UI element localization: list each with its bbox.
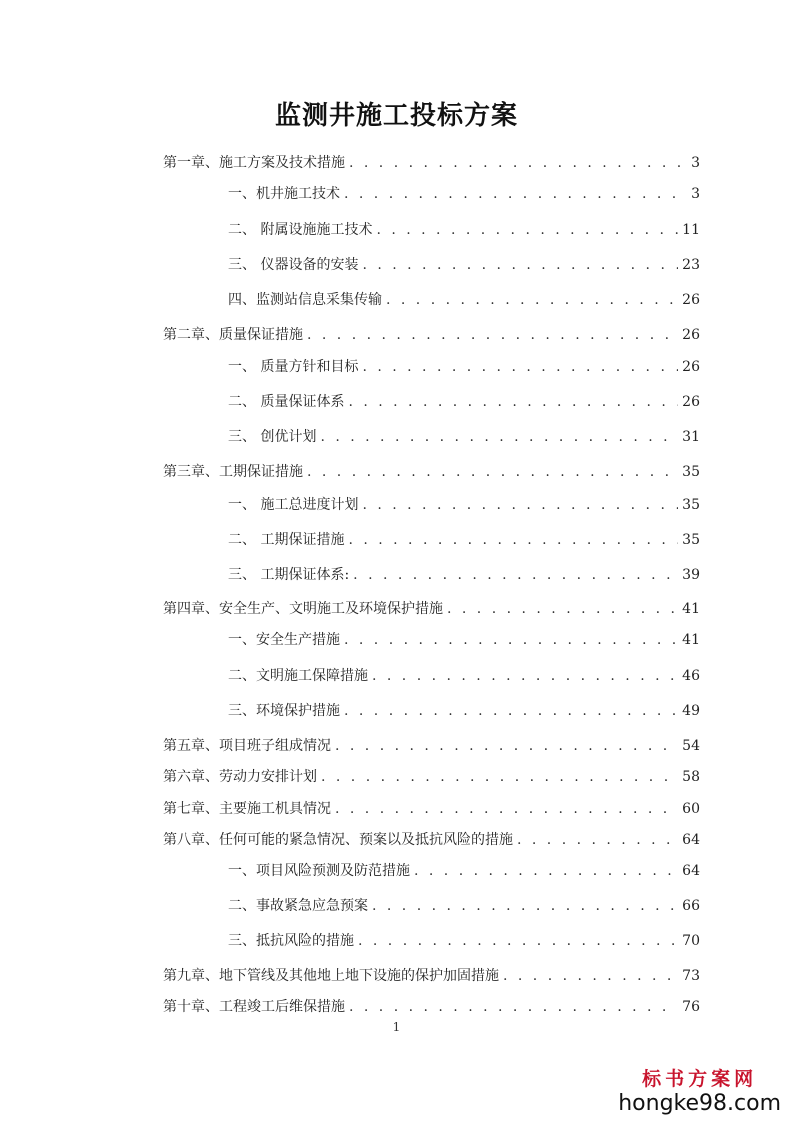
toc-entry[interactable] <box>163 154 700 172</box>
toc-dot-leader <box>358 932 678 950</box>
toc-entry-label: 三、 仪器设备的安装 <box>228 257 359 273</box>
toc-dot-leader <box>386 291 678 309</box>
toc-entry-label: 二、 附属设施施工技术 <box>228 222 373 238</box>
toc-entry[interactable] <box>228 702 700 720</box>
toc-entry-page: 49 <box>682 703 700 719</box>
toc-entry-label: 第九章、地下管线及其他地上地下设施的保护加固措施 <box>163 968 499 984</box>
toc-entry-page: 3 <box>691 155 700 171</box>
document-title: 监测井施工投标方案 <box>274 101 518 131</box>
toc-entry[interactable] <box>228 358 700 376</box>
toc-entry[interactable] <box>163 967 700 985</box>
toc-entry[interactable] <box>228 531 700 549</box>
toc-entry-label: 二、事故紧急应急预案 <box>228 898 368 914</box>
toc-dot-leader <box>349 154 687 172</box>
toc-entry-page: 41 <box>682 632 700 648</box>
toc-entry[interactable] <box>163 463 700 481</box>
toc-entry-label: 二、 工期保证措施 <box>228 532 345 548</box>
toc-entry-label: 一、项目风险预测及防范措施 <box>228 863 410 879</box>
toc-dot-leader <box>414 862 678 880</box>
toc-dot-leader <box>372 667 678 685</box>
toc-entry-page: 11 <box>682 222 700 238</box>
toc-entry[interactable] <box>163 326 700 344</box>
toc-entry-label: 一、安全生产措施 <box>228 632 340 648</box>
toc-dot-leader <box>372 897 678 915</box>
toc-entry[interactable] <box>228 428 700 446</box>
toc-entry-label: 三、 创优计划 <box>228 429 317 445</box>
toc-entry-label: 第六章、劳动力安排计划 <box>163 769 317 785</box>
toc-entry[interactable] <box>228 566 700 584</box>
toc-entry-page: 73 <box>682 968 700 984</box>
toc-entry[interactable] <box>228 932 700 950</box>
toc-entry[interactable] <box>228 185 700 203</box>
toc-entry-page: 39 <box>682 567 700 583</box>
toc-entry-label: 四、监测站信息采集传输 <box>228 292 382 308</box>
toc-entry[interactable] <box>163 768 700 786</box>
toc-entry-label: 第八章、任何可能的紧急情况、预案以及抵抗风险的措施 <box>163 832 513 848</box>
toc-entry-page: 26 <box>682 292 700 308</box>
toc-dot-leader <box>503 967 678 985</box>
toc-entry-page: 26 <box>682 327 700 343</box>
toc-dot-leader <box>344 702 678 720</box>
toc-dot-leader <box>335 800 678 818</box>
toc-dot-leader <box>307 326 678 344</box>
toc-entry[interactable] <box>228 291 700 309</box>
toc-dot-leader <box>376 221 678 239</box>
toc-entry-page: 58 <box>682 769 700 785</box>
toc-entry-page: 76 <box>682 999 700 1015</box>
toc-entry[interactable] <box>163 998 700 1016</box>
toc-entry-page: 31 <box>682 429 700 445</box>
toc-entry-page: 70 <box>682 933 700 949</box>
toc-entry[interactable] <box>163 800 700 818</box>
toc-entry[interactable] <box>228 393 700 411</box>
toc-entry-page: 35 <box>682 464 700 480</box>
toc-entry[interactable] <box>163 737 700 755</box>
toc-entry[interactable] <box>228 862 700 880</box>
toc-entry-page: 66 <box>682 898 700 914</box>
toc-entry-page: 64 <box>682 863 700 879</box>
toc-dot-leader <box>348 531 678 549</box>
toc-entry-label: 第一章、施工方案及技术措施 <box>163 155 345 171</box>
toc-entry-label: 第七章、主要施工机具情况 <box>163 801 331 817</box>
toc-entry[interactable] <box>228 667 700 685</box>
toc-entry[interactable] <box>228 221 700 239</box>
watermark-cn: 标书方案网 <box>642 1068 758 1090</box>
watermark-logo <box>618 1064 781 1116</box>
toc-entry-page: 54 <box>682 738 700 754</box>
toc-entry[interactable] <box>228 496 700 514</box>
toc-entry-label: 三、环境保护措施 <box>228 703 340 719</box>
toc-entry[interactable] <box>163 831 700 849</box>
toc-entry-label: 二、 质量保证体系 <box>228 394 345 410</box>
toc-dot-leader <box>344 185 687 203</box>
watermark-url: hongke98.com <box>618 1091 781 1116</box>
toc-dot-leader <box>349 998 678 1016</box>
toc-entry-label: 第五章、项目班子组成情况 <box>163 738 331 754</box>
toc-entry[interactable] <box>163 600 700 618</box>
toc-dot-leader <box>307 463 678 481</box>
toc-entry[interactable] <box>228 897 700 915</box>
toc-entry-label: 一、 施工总进度计划 <box>228 497 359 513</box>
toc-entry[interactable] <box>228 256 700 274</box>
toc-entry-page: 3 <box>691 186 700 202</box>
toc-entry-label: 第二章、质量保证措施 <box>163 327 303 343</box>
toc-entry-label: 第三章、工期保证措施 <box>163 464 303 480</box>
toc-dot-leader <box>362 358 678 376</box>
toc-entry-label: 第十章、工程竣工后维保措施 <box>163 999 345 1015</box>
toc-dot-leader <box>447 600 678 618</box>
toc-dot-leader <box>517 831 678 849</box>
toc-entry-label: 二、文明施工保障措施 <box>228 668 368 684</box>
page-number: 1 <box>392 1020 401 1034</box>
toc-entry-label: 三、抵抗风险的措施 <box>228 933 354 949</box>
toc-dot-leader <box>320 428 678 446</box>
toc-dot-leader <box>362 496 678 514</box>
toc-dot-leader <box>362 256 678 274</box>
toc-dot-leader <box>335 737 678 755</box>
toc-entry-page: 35 <box>682 532 700 548</box>
toc-entry-page: 64 <box>682 832 700 848</box>
toc-entry-page: 26 <box>682 359 700 375</box>
toc-entry-label: 第四章、安全生产、文明施工及环境保护措施 <box>163 601 443 617</box>
toc-entry-page: 23 <box>682 257 700 273</box>
toc-entry-label: 三、 工期保证体系: <box>228 567 350 583</box>
toc-entry-page: 41 <box>682 601 700 617</box>
toc-entry-label: 一、 质量方针和目标 <box>228 359 359 375</box>
toc-entry-page: 35 <box>682 497 700 513</box>
toc-dot-leader <box>321 768 678 786</box>
toc-dot-leader <box>344 631 678 649</box>
toc-entry[interactable] <box>228 631 700 649</box>
toc-dot-leader <box>348 393 678 411</box>
toc-entry-page: 46 <box>682 668 700 684</box>
toc-entry-page: 26 <box>682 394 700 410</box>
toc-entry-label: 一、机井施工技术 <box>228 186 340 202</box>
toc-entry-page: 60 <box>682 801 700 817</box>
toc-dot-leader <box>353 566 678 584</box>
